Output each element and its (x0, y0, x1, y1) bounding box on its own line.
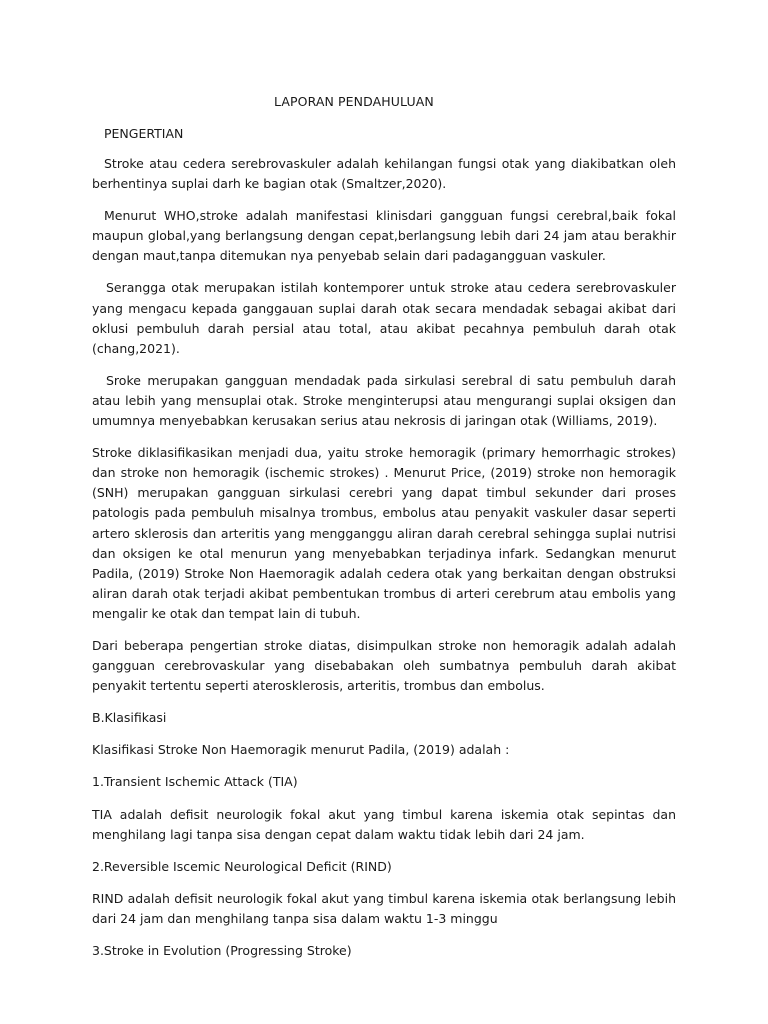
paragraph-definition-who: Menurut WHO,stroke adalah manifestasi klinisdari gangguan fungsi cerebral,baik fokal maupun global,yang berlangsung dengan cepat,berlangsung lebih dari 24 jam atau berakhir dengan maut,tanpa ditemukan nya penyebab selain dari padagangguan vaskuler. (92, 208, 676, 264)
heading-stroke-in-evolution: 3.Stroke in Evolution (Progressing Stroke) (92, 943, 352, 958)
paragraph-classification-intro: Stroke diklasifikasikan menjadi dua, yaitu stroke hemoragik (primary hemorrhagic strokes) dan stroke non hemoragik (ischemic strokes) . Menurut Price, (2019) stroke non hemoragik (SNH) merupakan gangguan sirkulasi cerebri yang dapat timbul sekunder dari proses patologis pada pembuluh misalnya trombus, embolus atau penyakit vaskuler dasar seperti artero sklerosis dan arteritis yang mengganggu aliran darah cerebral sehingga suplai nutrisi dan oksigen ke otal menurun yang menyebabkan terjadinya infark. Sedangkan menurut Padila, (2019) Stroke Non Haemoragik adalah cedera otak yang berkaitan dengan obstruksi aliran darah otak terjadi akibat pembentukan trombus di arteri cerebrum atau embolis yang mengalir ke otak dan tempat lain di tubuh. (92, 445, 676, 621)
paragraph-definition-chang: Serangga otak merupakan istilah kontemporer untuk stroke atau cedera serebrovaskuler yang mengacu kepada ganggauan suplai darah otak secara mendadak sebagai akibat dari oklusi pembuluh darah persial atau total, atau akibat pecahnya pembuluh darah otak (chang,2021). (92, 280, 676, 356)
paragraph-conclusion: Dari beberapa pengertian stroke diatas, disimpulkan stroke non hemoragik adalah adalah gangguan cerebrovaskular yang disebabakan oleh sumbatnya pembuluh darah akibat penyakit tertentu seperti aterosklerosis, arteritis, trombus dan embolus. (92, 637, 676, 694)
section-heading-pengertian: PENGERTIAN (104, 126, 184, 141)
heading-klasifikasi: B.Klasifikasi (92, 710, 167, 726)
paragraph-definition-williams: Sroke merupakan gangguan mendadak pada sirkulasi serebral di satu pembuluh darah atau lebih yang mensuplai otak. Stroke menginterupsi atau mengurangi suplai oksigen dan umumnya menyebabkan kerusakan serius atau nekrosis di jaringan otak (Williams, 2019). (92, 372, 676, 429)
paragraph-definition-1: Stroke atau cedera serebrovaskuler adalah kehilangan fungsi otak yang diakibatkan oleh berhentinya suplai darh ke bagian otak (Smaltzer,2020). (92, 156, 676, 192)
heading-rind: 2.Reversible Iscemic Neurological Deficit (RIND) (92, 858, 392, 874)
paragraph-tia: TIA adalah defisit neurologik fokal akut yang timbul karena iskemia otak sepintas dan menghilang lagi tanpa sisa dengan cepat dalam waktu tidak lebih dari 24 jam. (92, 806, 676, 842)
heading-tia: 1.Transient Ischemic Attack (TIA) (92, 774, 298, 790)
document-title: LAPORAN PENDAHULUAN (274, 94, 434, 109)
paragraph-klasifikasi-intro: Klasifikasi Stroke Non Haemoragik menurut Padila, (2019) adalah : (92, 742, 510, 758)
paragraph-rind: RIND adalah defisit neurologik fokal akut yang timbul karena iskemia otak berlangsung lebih dari 24 jam dan menghilang tanpa sisa dalam waktu 1-3 minggu (92, 890, 676, 926)
